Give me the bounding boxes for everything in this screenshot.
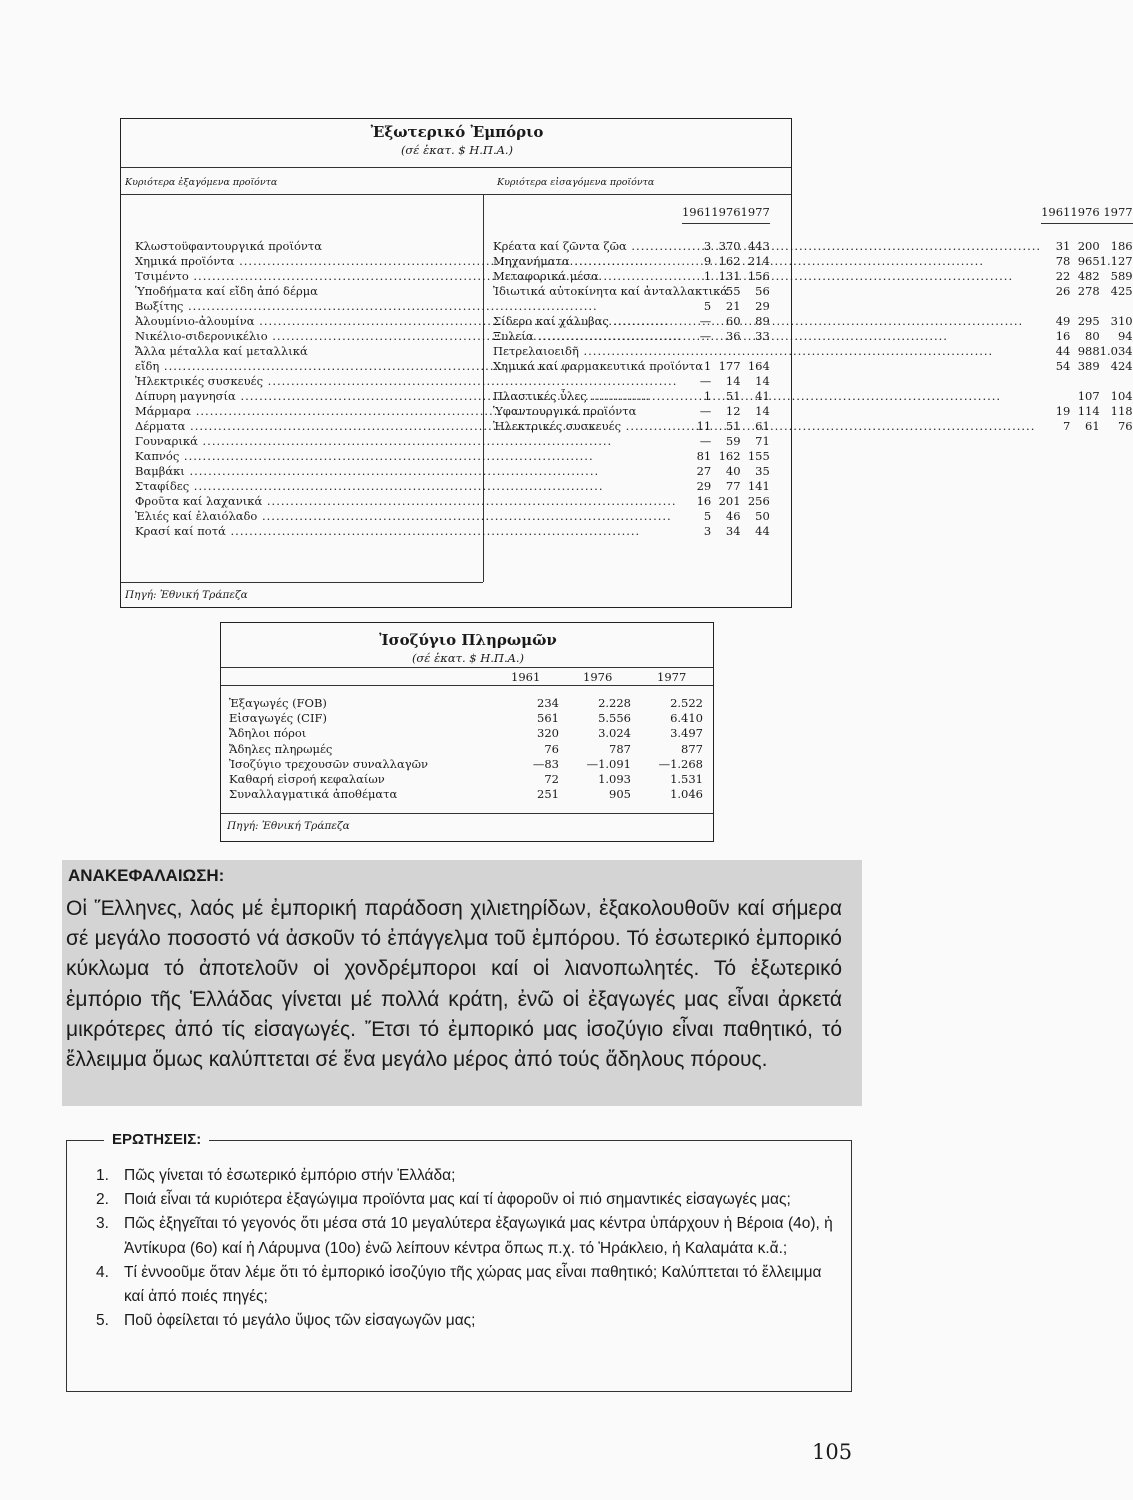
value-1976: 55 — [725, 283, 741, 298]
value-1976: 5.556 — [598, 711, 631, 726]
value-1976: 1.093 — [598, 772, 631, 787]
row-label: Τσιμέντο ..... — [135, 269, 682, 284]
page-number: 105 — [812, 1440, 853, 1464]
value-1961: 3 — [703, 238, 712, 253]
value-1977: 1.034 — [1099, 343, 1133, 358]
row-label: Κλωστοϋφαντουργικά προϊόντα — [135, 238, 323, 253]
question-number: 2. — [96, 1191, 109, 1209]
value-1977: 1.127 — [1099, 253, 1133, 268]
value-1977: 71 — [755, 433, 770, 448]
row-label: Φροῦτα καί λαχανικά ..... — [135, 494, 682, 509]
value-1961: 27 — [696, 463, 712, 478]
balance-year-1976: 1976 — [583, 670, 613, 684]
question-text: Πῶς γίνεται τό ἐσωτερικό ἐμπόριο στήν Ἑλλάδα; — [124, 1167, 456, 1184]
value-1977: 1.046 — [670, 787, 703, 802]
table-row — [229, 696, 703, 711]
row-label: Γουναρικά ..... — [135, 434, 682, 449]
imports-header: Κυριότερα εἰσαγόμενα προϊόντα — [497, 177, 655, 188]
row-label: Ἄδηλοι πόροι — [229, 726, 307, 741]
value-1976: 114 — [1077, 403, 1100, 418]
question-item — [96, 1309, 836, 1333]
table-row — [135, 464, 770, 479]
value-1976: 162 — [718, 448, 741, 463]
question-number: 3. — [96, 1215, 109, 1233]
question-item — [96, 1164, 836, 1188]
row-label: Εἰσαγωγές (CIF) — [229, 711, 327, 726]
year-1961: 1961 — [1041, 205, 1071, 219]
balance-year-1977: 1977 — [657, 670, 687, 684]
value-1961: 19 — [1055, 403, 1071, 418]
value-1961: — — [699, 433, 712, 448]
imports-table — [493, 205, 1133, 434]
value-1977: 155 — [747, 448, 770, 463]
table-row — [229, 726, 703, 741]
table-row — [229, 711, 703, 726]
summary-heading: ΑΝΑΚΕΦΑΛΑΙΩΣΗ: — [68, 866, 225, 885]
value-1977: 6.410 — [670, 711, 703, 726]
row-label: Μάρμαρα ..... — [135, 404, 682, 419]
table-row — [493, 239, 1133, 254]
value-1961: 234 — [537, 696, 559, 710]
value-1961: 26 — [1055, 283, 1071, 298]
value-1976: 61 — [1085, 418, 1100, 433]
question-text: Πῶς ἐξηγεῖται τό γεγονός ὅτι μέσα στά 10 μεγαλύτερα ἐξαγωγικά μας κέντρα ὑπάρχουν ἡ Βέροια (4ο), ἡ Ἀντίκυρα (6ο) καί ἡ Λάρυμνα (10ο) ἐνῶ λείπουν κέντρα ὅπως π.χ. τό Ἡράκλειο, ἡ Καλαμάτα κ.ἄ.; — [124, 1215, 833, 1257]
value-1976: 988 — [1077, 343, 1100, 358]
value-1976: 34 — [725, 523, 741, 538]
row-label: Νικέλιο-σιδερονικέλιο ..... — [135, 329, 682, 344]
balance-year-1961: 1961 — [511, 670, 541, 684]
row-label: Κρέατα καί ζῶντα ζῶα ..... — [493, 239, 1041, 254]
row-label: Συναλλαγματικά ἀποθέματα — [229, 787, 398, 802]
value-1976: 201 — [718, 493, 741, 508]
value-1976: 77 — [725, 478, 741, 493]
value-1976: 51 — [725, 388, 741, 403]
year-header-row — [493, 205, 1133, 224]
table-row — [135, 434, 770, 449]
balance-source: Πηγή: Ἐθνική Τράπεζα — [227, 820, 350, 832]
value-1961: 76 — [544, 741, 559, 756]
value-1961: 16 — [696, 493, 712, 508]
questions-label: ΕΡΩΤΗΣΕΙΣ: — [104, 1131, 209, 1148]
value-1961: 5 — [703, 508, 712, 523]
question-number: 5. — [96, 1312, 109, 1330]
value-1976: 965 — [1077, 253, 1100, 268]
row-label: Πετρελαιοειδῆ ..... — [493, 344, 1041, 359]
value-1961: 1 — [703, 268, 712, 283]
table-row — [135, 494, 770, 509]
value-1961: 5 — [703, 298, 712, 313]
value-1977: 2.522 — [670, 696, 703, 710]
value-1977: 164 — [747, 358, 770, 373]
question-number: 4. — [96, 1263, 109, 1281]
value-1976: 14 — [725, 373, 741, 388]
value-1961: — — [699, 373, 712, 388]
table-row — [229, 772, 703, 787]
value-1977: 877 — [681, 741, 703, 756]
question-text: Ποιά εἶναι τά κυριότερα ἐξαγώγιμα προϊόντα μας καί τί ἀφοροῦν οἱ πιό σημαντικές εἰσαγωγές μας; — [124, 1191, 791, 1209]
exports-header: Κυριότερα ἐξαγόμενα προϊόντα — [125, 177, 278, 188]
balance-rows — [229, 696, 703, 802]
value-1961: 320 — [537, 726, 559, 741]
question-item — [96, 1261, 836, 1309]
value-1976: 36 — [725, 328, 741, 343]
value-1976: 389 — [1077, 358, 1100, 373]
value-1977: 156 — [747, 268, 770, 283]
value-1976: 177 — [718, 358, 741, 373]
table-row — [493, 404, 1133, 419]
value-1977: 1.531 — [670, 772, 703, 787]
questions-list — [96, 1164, 836, 1333]
value-1961: 78 — [1055, 253, 1071, 268]
value-1976: 131 — [718, 268, 741, 283]
value-1976: 278 — [1077, 283, 1100, 298]
row-label: Δίπυρη μαγνησία ..... — [135, 389, 682, 404]
row-label: Καθαρή εἰσροή κεφαλαίων — [229, 772, 385, 787]
value-1976: 482 — [1077, 268, 1100, 283]
row-label: Ἀλουμίνιο-ἀλουμίνα ..... — [135, 314, 682, 329]
value-1976: 60 — [725, 313, 741, 328]
value-1977: 186 — [1110, 238, 1133, 253]
value-1976: 200 — [1077, 238, 1100, 253]
row-label: Μεταφορικά μέσα ..... — [493, 269, 1041, 284]
value-1961: 9 — [703, 253, 712, 268]
value-1977: 256 — [747, 493, 770, 508]
value-1977: 214 — [747, 253, 770, 268]
value-1961: 7 — [1063, 418, 1071, 433]
value-1977: 44 — [755, 523, 770, 538]
row-label: εἴδη ..... — [135, 359, 682, 374]
row-label: Ἠλεκτρικές συσκευές ..... — [493, 419, 1041, 434]
value-1961: 72 — [544, 772, 559, 787]
table-row — [135, 479, 770, 494]
value-1977: 14 — [755, 403, 770, 418]
value-1976: 40 — [725, 463, 741, 478]
value-1976: 51 — [725, 418, 741, 433]
row-label: Σταφίδες ..... — [135, 479, 682, 494]
row-label: Ἐλιές καί ἐλαιόλαδο ..... — [135, 509, 682, 524]
row-label: Χημικά προϊόντα ..... — [135, 254, 682, 269]
value-1977: 424 — [1110, 358, 1133, 373]
value-1977: 104 — [1110, 388, 1133, 403]
value-1961: 16 — [1055, 328, 1071, 343]
value-1961: 561 — [537, 711, 559, 726]
value-1977: 35 — [755, 463, 770, 478]
year-1976: 1976 — [711, 205, 741, 219]
trade-subtitle: (σέ ἑκατ. $ Η.Π.Α.) — [400, 143, 514, 157]
value-1961: — — [699, 328, 712, 343]
value-1976: 162 — [718, 253, 741, 268]
value-1977: 443 — [747, 238, 770, 253]
row-label: Σίδερο καί χάλυβας ..... — [493, 314, 1041, 329]
row-label: Ξυλεία ..... — [493, 329, 1041, 344]
question-item — [96, 1188, 836, 1212]
trade-title: Ἐξωτερικό Ἐμπόριο — [370, 123, 544, 141]
value-1977: 50 — [755, 508, 770, 523]
row-label: Ὑποδήματα καί εἴδη ἀπό δέρμα — [135, 283, 318, 298]
value-1961: 44 — [1055, 343, 1071, 358]
question-number: 1. — [96, 1167, 109, 1184]
value-1976: 21 — [725, 298, 741, 313]
value-1977: 589 — [1110, 268, 1133, 283]
value-1961: 31 — [1055, 238, 1071, 253]
value-1976: 46 — [725, 508, 741, 523]
value-1977: 89 — [755, 313, 770, 328]
value-1977: 41 — [755, 388, 770, 403]
row-label: Καπνός ..... — [135, 449, 682, 464]
table-row — [135, 509, 770, 524]
summary-text: Οἱ Ἕλληνες, λαός μέ ἐμπορική παράδοση χιλιετηρίδων, ἐξακολουθοῦν καί σήμερα σέ μεγάλο ποσοστό νά ἀσκοῦν τό ἐπάγγελμα τοῦ ἐμπόρου. Τό ἐσωτερικό ἐμπορικό κύκλωμα τό ἀποτελοῦν οἱ χονδρέμποροι καί οἱ λιανοπωλητές. Τό ἐξωτερικό ἐμπόριο τῆς Ἑλλάδας γίνεται μέ πολλά κράτη, ἐνῶ οἱ ἐξαγωγές μας εἶναι ἀρκετά μικρότερες ἀπό τίς εἰσαγωγές. Ἔτσι τό ἐμπορικό μας ἰσοζύγιο εἶναι παθητικό, τό ἔλλειμμα ὅμως καλύπτεται σέ ἕνα μεγάλο μέρος ἀπό τούς ἄδηλους πόρους. — [66, 897, 842, 1072]
value-1961: — — [699, 313, 712, 328]
value-1976: 905 — [609, 787, 631, 802]
row-label: Βαμβάκι ..... — [135, 464, 682, 479]
row-label: Ὑφαντουργικά προϊόντα — [493, 403, 637, 418]
table-row — [493, 269, 1133, 284]
table-row — [493, 314, 1133, 329]
row-label: Ἄλλα μέταλλα καί μεταλλικά — [135, 343, 308, 358]
value-1961: 1 — [703, 358, 712, 373]
question-item — [96, 1212, 836, 1260]
value-1976: 2.228 — [598, 696, 631, 710]
value-1961: 29 — [696, 478, 712, 493]
row-label: Μηχανήματα ..... — [493, 254, 1041, 269]
table-row — [135, 449, 770, 464]
value-1961 — [1041, 389, 1070, 404]
table-row — [493, 359, 1133, 389]
row-label: Δέρματα ..... — [135, 419, 682, 434]
value-1977: 310 — [1110, 313, 1133, 328]
row-label: Ἰδιωτικά αὐτοκίνητα καί ἀνταλλακτικά — [493, 283, 729, 298]
value-1977: 76 — [1117, 418, 1133, 433]
year-1977: 1977 — [740, 205, 770, 219]
table-row — [135, 524, 770, 539]
value-1977: 425 — [1110, 283, 1133, 298]
value-1961: — — [699, 403, 712, 418]
value-1976: 107 — [1077, 388, 1100, 403]
row-label: Βωξίτης ..... — [135, 299, 682, 314]
table-row — [229, 787, 703, 802]
table-row — [493, 389, 1133, 404]
value-1977: 3.497 — [670, 726, 703, 741]
value-1977: 141 — [747, 478, 770, 493]
value-1976: 80 — [1085, 328, 1100, 343]
table-row — [493, 284, 1133, 314]
balance-subtitle: (σέ ἑκατ. $ Η.Π.Α.) — [411, 651, 525, 665]
value-1977: 29 — [755, 298, 770, 313]
table-row — [229, 742, 703, 757]
row-label: Πλαστικές ὗλες ..... — [493, 389, 1041, 404]
value-1977: —1.268 — [658, 756, 703, 771]
year-1961: 1961 — [681, 205, 712, 219]
value-1961: 81 — [696, 448, 712, 463]
row-label: Ἰσοζύγιο τρεχουσῶν συναλλαγῶν — [229, 756, 428, 771]
table-row — [229, 757, 703, 772]
row-label: Ἐξαγωγές (FOB) — [229, 696, 327, 710]
value-1961: 49 — [1055, 313, 1071, 328]
row-label: Χημικά καί φαρμακευτικά προϊόντα — [493, 358, 704, 373]
row-label: Ἄδηλες πληρωμές — [229, 741, 333, 756]
balance-of-payments-table — [220, 622, 714, 842]
value-1961: —83 — [532, 756, 559, 771]
value-1976: 787 — [609, 741, 631, 756]
value-1961: 251 — [537, 787, 559, 802]
value-1977: 14 — [755, 373, 770, 388]
value-1976: —1.091 — [586, 756, 631, 771]
year-1977: 1977 — [1103, 205, 1133, 219]
balance-title: Ἰσοζύγιο Πληρωμῶν — [379, 631, 557, 649]
value-1977: 56 — [755, 283, 770, 298]
value-1977: 33 — [755, 328, 770, 343]
trade-source: Πηγή: Ἐθνική Τράπεζα — [125, 589, 248, 601]
value-1961: 54 — [1055, 358, 1071, 373]
row-label: Ἠλεκτρικές συσκευές ..... — [135, 374, 682, 389]
table-row — [493, 344, 1133, 359]
value-1976: 59 — [725, 433, 741, 448]
value-1976: 3.024 — [598, 726, 631, 741]
value-1961: 3 — [703, 523, 712, 538]
value-1961: 1 — [703, 388, 712, 403]
value-1961: 22 — [1055, 268, 1071, 283]
value-1976: 295 — [1077, 313, 1100, 328]
value-1977: 118 — [1110, 403, 1133, 418]
value-1976: 370 — [718, 238, 741, 253]
row-label: Κρασί καί ποτά ..... — [135, 524, 682, 539]
table-row — [493, 329, 1133, 344]
value-1977: 94 — [1117, 328, 1133, 343]
value-1976: 12 — [725, 403, 741, 418]
question-text: Ποῦ ὀφείλεται τό μεγάλο ὕψος τῶν εἰσαγωγῶν μας; — [124, 1312, 476, 1330]
value-1961: 11 — [696, 418, 712, 433]
value-1977: 61 — [755, 418, 770, 433]
question-text: Τί ἐννοοῦμε ὅταν λέμε ὅτι τό ἐμπορικό ἰσοζύγιο τῆς χώρας μας εἶναι παθητικό; Καλύπτεται τό ἔλλειμμα καί ἀπό ποιές πηγές; — [124, 1263, 822, 1306]
table-row — [493, 419, 1133, 434]
foreign-trade-table — [120, 118, 1133, 608]
year-1976: 1976 — [1070, 205, 1100, 219]
table-row — [493, 254, 1133, 269]
